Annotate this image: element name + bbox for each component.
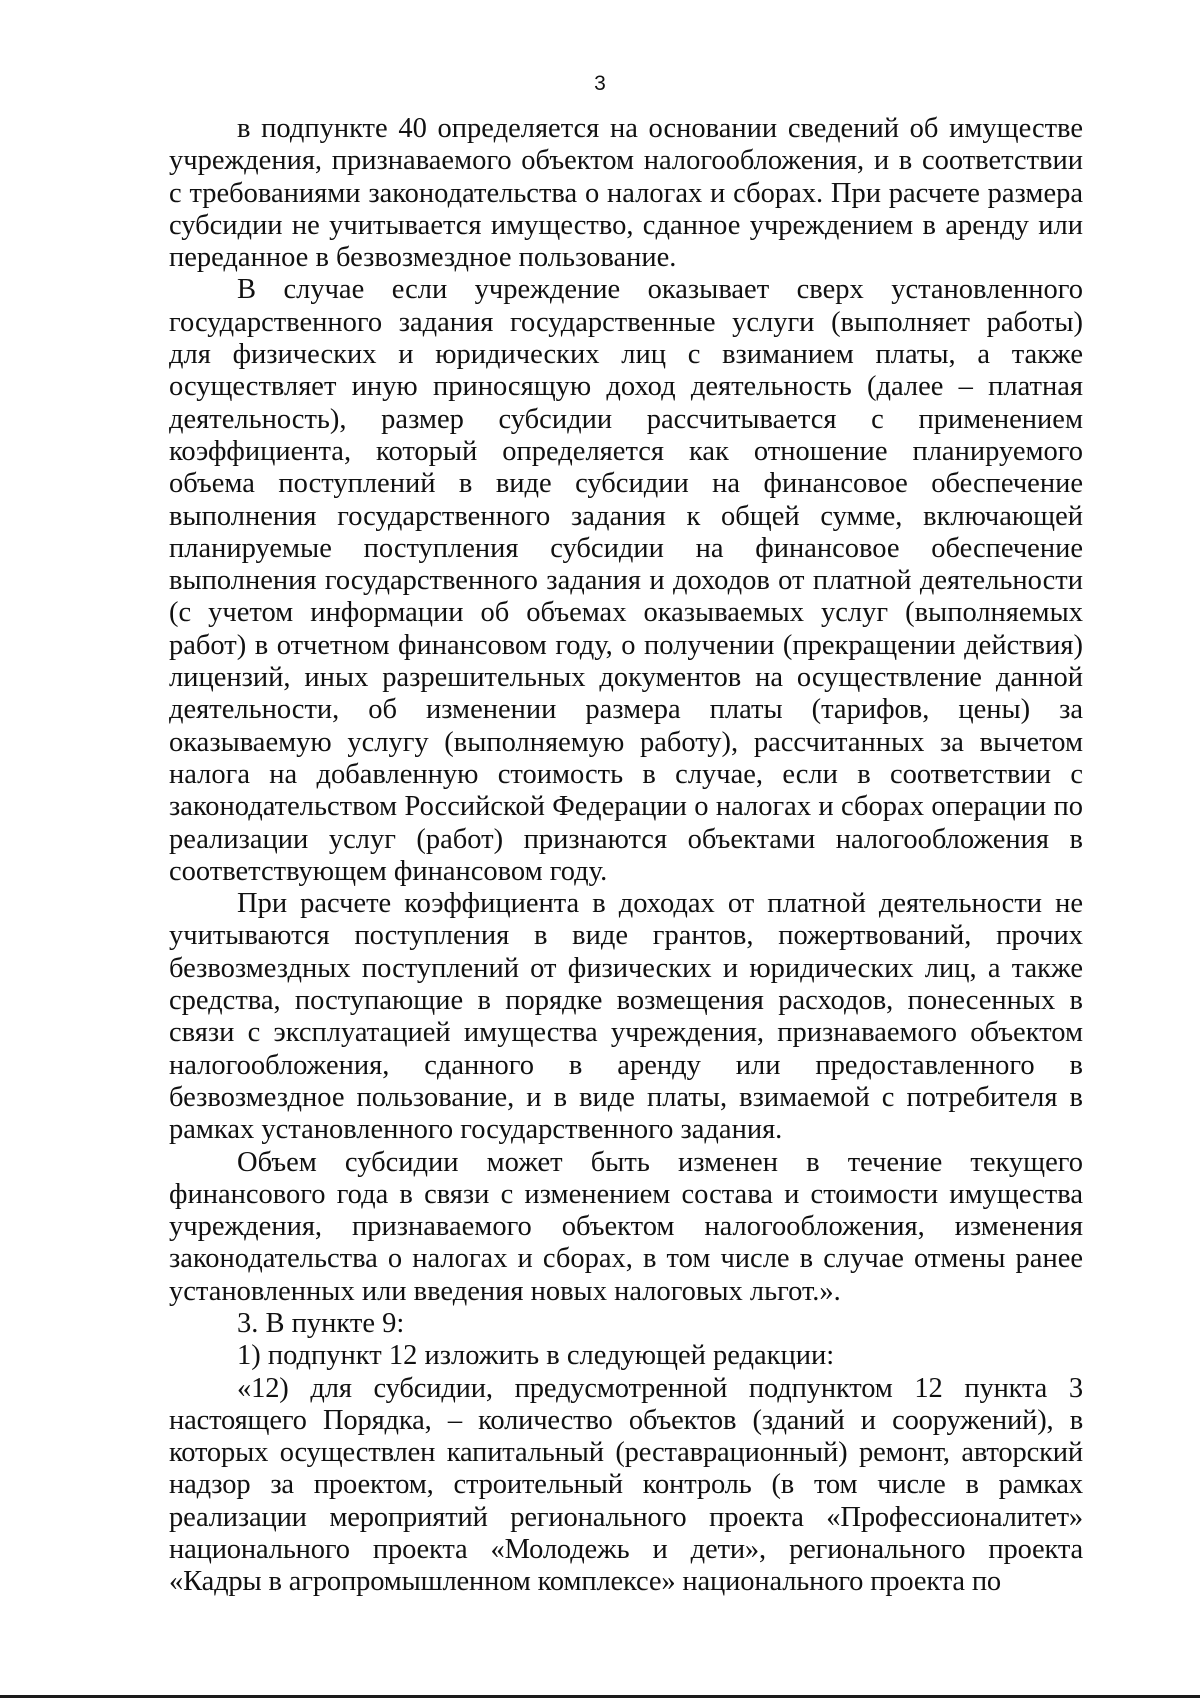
scan-bottom-edge [0, 1695, 1200, 1698]
paragraph-4: Объем субсидии может быть изменен в течение текущего финансового года в связи с изменением состава и стоимости имущества учреждения, признаваемого объектом налогообложения, изменения законодательства о налогах и сборах, в том числе в случае отмены ранее установленных или введения новых налоговых льгот.». [169, 1146, 1083, 1307]
page-number: 3 [594, 72, 606, 95]
paragraph-6: 1) подпункт 12 изложить в следующей редакции: [237, 1340, 835, 1372]
paragraph-3: При расчете коэффициента в доходах от платной деятельности не учитываются поступления в виде грантов, пожертвований, прочих безвозмездных поступлений от физических и юридических лиц, а также средства, поступающие в порядке возмещения расходов, понесенных в связи с эксплуатацией имущества учреждения, признаваемого объектом налогообложения, сданного в аренду или предоставленного в безвозмездное пользование, и в виде платы, взимаемой с потребителя в рамках установленного государственного задания. [169, 888, 1083, 1146]
paragraph-1: в подпункте 40 определяется на основании сведений об имуществе учреждения, признаваемого объектом налогообложения, и в соответствии с требованиями законодательства о налогах и сборах. При расчете размера субсидии не учитывается имущество, сданное учреждением в аренду или переданное в безвозмездное пользование. [169, 113, 1083, 274]
paragraph-2: В случае если учреждение оказывает сверх установленного государственного задания государственные услуги (выполняет работы) для физических и юридических лиц с взиманием платы, а также осуществляет иную приносящую доход деятельность (далее – платная деятельность), размер субсидии рассчитывается с применением коэффициента, который определяется как отношение планируемого объема поступлений в виде субсидии на финансовое обеспечение выполнения государственного задания к общей сумме, включающей планируемые поступления субсидии на финансовое обеспечение выполнения государственного задания и доходов от платной деятельности (с учетом информации об объемах оказываемых услуг (выполняемых работ) в отчетном финансовом году, о получении (прекращении действия) лицензий, иных разрешительных документов на осуществление данной деятельности, об изменении размера платы (тарифов, цены) за оказываемую услугу (выполняемую работу), рассчитанных за вычетом налога на добавленную стоимость в случае, если в соответствии с законодательством Российской Федерации о налогах и сборах операции по реализации услуг (работ) признаются объектами налогообложения в соответствующем финансовом году. [169, 274, 1083, 887]
paragraph-7: «12) для субсидии, предусмотренной подпунктом 12 пункта 3 настоящего Порядка, – количество объектов (зданий и сооружений), в которых осуществлен капитальный (реставрационный) ремонт, авторский надзор за проектом, строительный контроль (в том числе в рамках реализации мероприятий регионального проекта «Профессионалитет» национального проекта «Молодежь и дети», регионального проекта «Кадры в агропромышленном комплексе» национального проекта по [169, 1372, 1083, 1598]
document-body [169, 113, 1083, 1599]
paragraph-5: 3. В пункте 9: [237, 1307, 405, 1339]
